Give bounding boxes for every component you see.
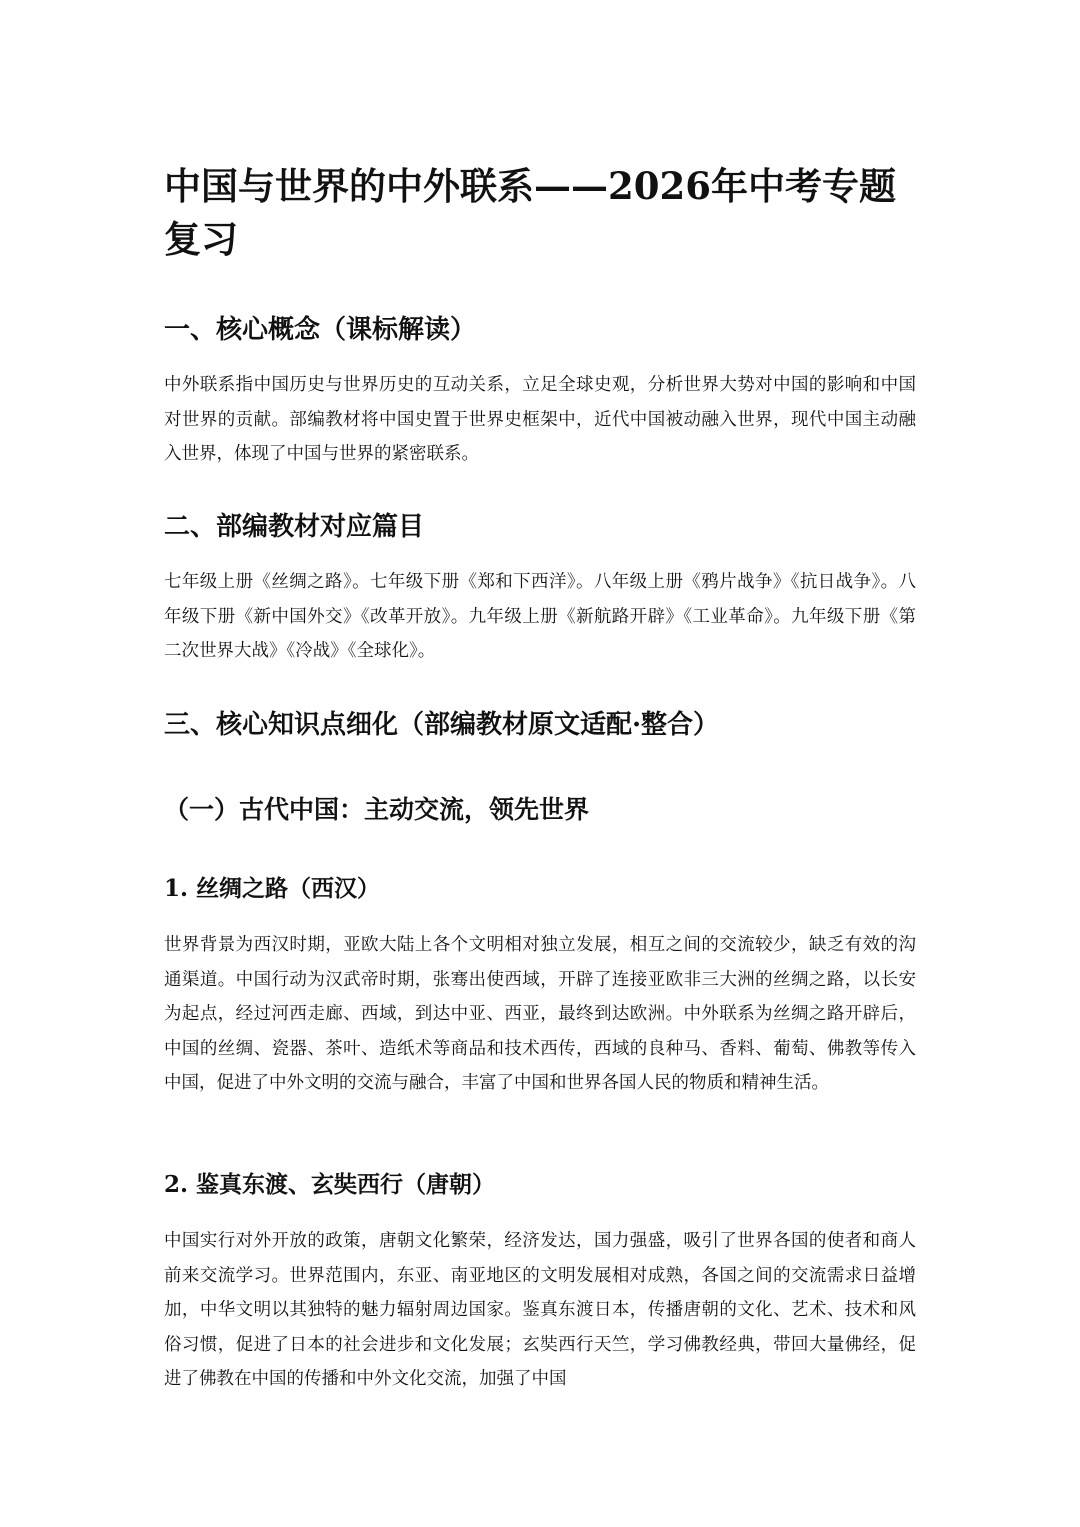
item-heading-silk-road: 1. 丝绸之路（西汉） bbox=[164, 875, 381, 902]
section-heading-core-concept: 一、核心概念（课标解读） bbox=[164, 315, 477, 345]
section-heading-textbook-chapters: 二、部编教材对应篇目 bbox=[164, 512, 425, 542]
section-paragraph-core-concept: 中外联系指中国历史与世界历史的互动关系，立足全球史观，分析世界大势对中国的影响和中国对世界的贡献。部编教材将中国史置于世界史框架中，近代中国被动融入世界，现代中国主动融入世界，体现了中国与世界的紧密联系。 bbox=[164, 375, 916, 464]
document-title: 中国与世界的中外联系——2026年中考专题复习 bbox=[164, 164, 896, 261]
item-paragraph-jianzhen-xuanzang: 中国实行对外开放的政策，唐朝文化繁荣，经济发达，国力强盛，吸引了世界各国的使者和商人前来交流学习。世界范围内，东亚、南亚地区的文明发展相对成熟，各国之间的交流需求日益增加，中华文明以其独特的魅力辐射周边国家。鉴真东渡日本，传播唐朝的文化、艺术、技术和风俗习惯，促进了日本的社会进步和文化发展；玄奘西行天竺，学习佛教经典，带回大量佛经，促进了佛教在中国的传播和中外文化交流，加强了中国 bbox=[164, 1231, 916, 1389]
item-paragraph-silk-road: 世界背景为西汉时期，亚欧大陆上各个文明相对独立发展，相互之间的交流较少，缺乏有效的沟通渠道。中国行动为汉武帝时期，张骞出使西域，开辟了连接亚欧非三大洲的丝绸之路，以长安为起点，经过河西走廊、西域，到达中亚、西亚，最终到达欧洲。中外联系为丝绸之路开辟后，中国的丝绸、瓷器、茶叶、造纸术等商品和技术西传，西域的良种马、香料、葡萄、佛教等传入中国，促进了中外文明的交流与融合，丰富了中国和世界各国人民的物质和精神生活。 bbox=[164, 935, 916, 1093]
subsection-heading-ancient-china: （一）古代中国：主动交流，领先世界 bbox=[164, 795, 590, 824]
item-heading-jianzhen-xuanzang: 2. 鉴真东渡、玄奘西行（唐朝） bbox=[164, 1171, 496, 1198]
section-heading-knowledge-points: 三、核心知识点细化（部编教材原文适配·整合） bbox=[164, 710, 720, 740]
section-paragraph-textbook-chapters: 七年级上册《丝绸之路》。七年级下册《郑和下西洋》。八年级上册《鸦片战争》《抗日战争》。八年级下册《新中国外交》《改革开放》。九年级上册《新航路开辟》《工业革命》。九年级下册《第二次世界大战》《冷战》《全球化》。 bbox=[164, 572, 916, 661]
